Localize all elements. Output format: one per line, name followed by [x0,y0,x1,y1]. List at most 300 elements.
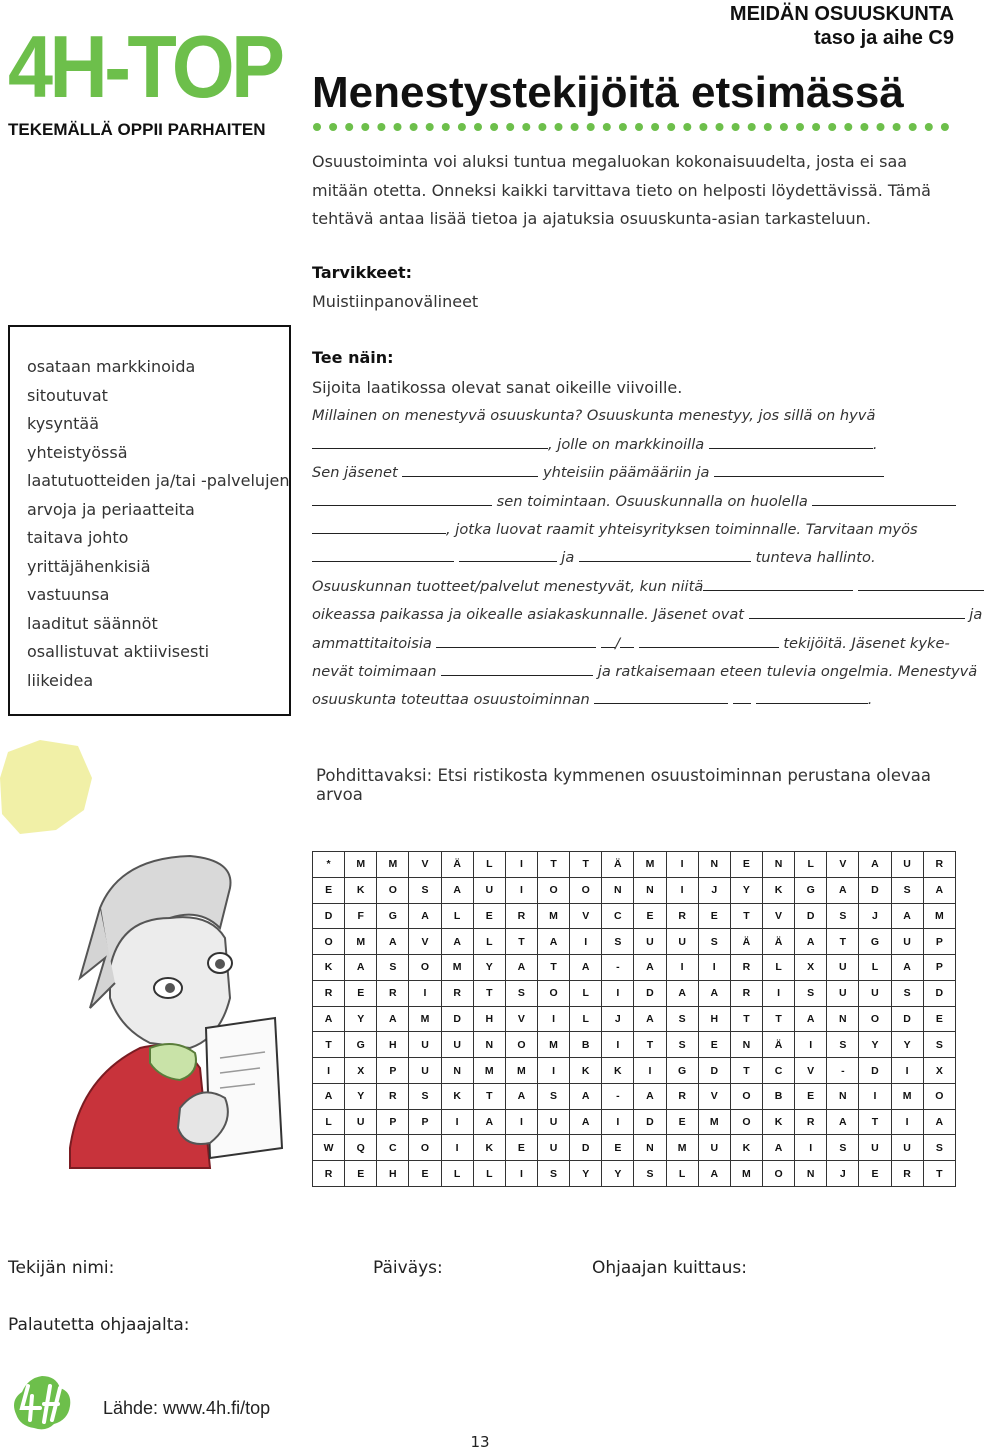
grid-cell[interactable]: M [345,929,377,955]
grid-cell[interactable]: S [891,980,923,1006]
grid-cell[interactable]: Q [345,1135,377,1161]
grid-cell[interactable]: T [473,980,505,1006]
grid-cell[interactable]: V [698,1083,730,1109]
grid-cell[interactable]: I [505,877,537,903]
grid-cell[interactable]: A [923,877,955,903]
grid-cell[interactable]: T [923,1161,955,1187]
grid-cell[interactable]: M [441,955,473,981]
grid-cell[interactable]: A [923,1109,955,1135]
blank-line[interactable] [601,634,615,648]
grid-cell[interactable]: O [537,980,569,1006]
grid-cell[interactable]: Ä [762,929,794,955]
grid-cell[interactable]: T [313,1032,345,1058]
grid-cell[interactable]: R [730,980,762,1006]
grid-cell[interactable]: N [602,877,634,903]
grid-cell[interactable]: M [730,1161,762,1187]
grid-cell[interactable]: L [441,1161,473,1187]
grid-cell[interactable]: I [570,929,602,955]
grid-cell[interactable]: A [313,1083,345,1109]
grid-cell[interactable]: E [345,980,377,1006]
grid-cell[interactable]: J [698,877,730,903]
divider-dot [619,123,627,131]
grid-cell[interactable]: I [666,955,698,981]
blank-line[interactable] [858,577,984,591]
grid-cell[interactable]: U [634,929,666,955]
grid-cell[interactable]: T [570,852,602,878]
grid-cell[interactable]: E [859,1161,891,1187]
grid-cell[interactable]: R [505,903,537,929]
grid-cell[interactable]: T [730,1058,762,1084]
grid-cell[interactable]: A [634,955,666,981]
word-bank-item: kysyntää [27,414,99,433]
grid-cell[interactable]: E [634,903,666,929]
grid-cell[interactable]: M [891,1083,923,1109]
grid-cell[interactable]: N [634,1135,666,1161]
grid-cell[interactable]: T [634,1032,666,1058]
grid-cell[interactable]: I [441,1135,473,1161]
grid-cell[interactable]: R [923,852,955,878]
grid-cell[interactable]: L [473,852,505,878]
word-bank-item: osataan markkinoida [27,357,196,376]
grid-cell[interactable]: D [859,877,891,903]
grid-cell[interactable]: U [891,1135,923,1161]
grid-row [313,955,956,981]
grid-cell[interactable]: X [795,955,827,981]
grid-cell[interactable]: M [634,852,666,878]
grid-cell[interactable]: N [473,1032,505,1058]
grid-cell[interactable]: A [473,1109,505,1135]
grid-cell[interactable]: Y [570,1161,602,1187]
grid-cell[interactable]: Y [891,1032,923,1058]
grid-cell[interactable]: I [602,1109,634,1135]
divider-dot [522,123,530,131]
blank-line[interactable] [441,662,593,676]
grid-cell[interactable]: B [762,1083,794,1109]
grid-cell[interactable]: D [859,1058,891,1084]
grid-cell[interactable]: G [345,1032,377,1058]
grid-cell[interactable]: T [505,929,537,955]
grid-cell[interactable]: Y [730,877,762,903]
grid-cell[interactable]: R [377,980,409,1006]
grid-cell[interactable]: I [698,955,730,981]
grid-cell[interactable]: D [923,980,955,1006]
grid-cell[interactable]: Y [859,1032,891,1058]
blank-line[interactable] [812,492,956,506]
grid-cell[interactable]: I [762,980,794,1006]
grid-cell[interactable]: R [730,955,762,981]
divider-dot [538,123,546,131]
grid-cell[interactable]: * [313,852,345,878]
grid-cell[interactable]: O [409,1135,441,1161]
grid-cell[interactable]: S [409,877,441,903]
grid-cell[interactable]: G [859,929,891,955]
grid-cell[interactable]: E [473,903,505,929]
grid-cell[interactable]: I [602,1032,634,1058]
grid-cell[interactable]: M [473,1058,505,1084]
grid-cell[interactable]: N [441,1058,473,1084]
grid-cell[interactable]: O [730,1109,762,1135]
grid-cell[interactable]: R [313,980,345,1006]
grid-cell[interactable]: H [473,1006,505,1032]
grid-cell[interactable]: O [762,1161,794,1187]
grid-cell[interactable]: U [537,1135,569,1161]
grid-cell[interactable]: O [537,877,569,903]
grid-cell[interactable]: U [441,1032,473,1058]
grid-cell[interactable]: V [795,1058,827,1084]
grid-cell[interactable]: T [730,903,762,929]
grid-row [313,929,956,955]
grid-cell[interactable]: R [666,903,698,929]
grid-cell[interactable]: S [634,1161,666,1187]
grid-cell[interactable]: T [537,955,569,981]
blank-line[interactable] [312,492,492,506]
grid-cell[interactable]: A [827,1109,859,1135]
blank-line[interactable] [749,605,965,619]
grid-cell[interactable]: H [698,1006,730,1032]
grid-cell[interactable]: S [537,1083,569,1109]
grid-row [313,903,956,929]
grid-cell[interactable]: J [602,1006,634,1032]
grid-cell[interactable]: I [891,1058,923,1084]
grid-cell[interactable]: N [698,852,730,878]
grid-cell[interactable]: I [795,1135,827,1161]
grid-cell[interactable]: I [409,980,441,1006]
grid-cell[interactable]: U [859,1135,891,1161]
grid-cell[interactable]: A [666,980,698,1006]
grid-cell[interactable]: L [473,1161,505,1187]
grid-cell[interactable]: D [634,980,666,1006]
grid-cell[interactable]: Ä [730,929,762,955]
grid-cell[interactable]: R [313,1161,345,1187]
blank-line[interactable] [714,463,884,477]
grid-cell[interactable]: U [345,1109,377,1135]
grid-cell[interactable]: L [795,852,827,878]
divider-dot [329,123,337,131]
dotted-divider [312,122,956,132]
grid-cell[interactable]: - [827,1058,859,1084]
grid-cell[interactable]: S [698,929,730,955]
grid-cell[interactable]: V [505,1006,537,1032]
grid-cell[interactable]: T [473,1083,505,1109]
grid-cell[interactable]: U [891,852,923,878]
grid-cell[interactable]: I [891,1109,923,1135]
grid-cell[interactable]: S [923,1135,955,1161]
grid-cell[interactable]: R [441,980,473,1006]
grid-cell[interactable]: L [441,903,473,929]
blank-line[interactable] [620,634,634,648]
grid-cell[interactable]: S [666,1032,698,1058]
grid-cell[interactable]: U [859,980,891,1006]
grid-cell[interactable]: U [473,877,505,903]
grid-cell[interactable]: A [891,955,923,981]
grid-cell[interactable]: M [537,903,569,929]
grid-cell[interactable]: E [730,852,762,878]
grid-cell[interactable]: J [859,903,891,929]
grid-cell[interactable]: Ä [602,852,634,878]
grid-cell[interactable]: G [795,877,827,903]
grid-cell[interactable]: T [762,1006,794,1032]
grid-cell[interactable]: K [762,877,794,903]
grid-cell[interactable]: D [795,903,827,929]
grid-cell[interactable]: O [505,1032,537,1058]
grid-cell[interactable]: I [859,1083,891,1109]
grid-cell[interactable]: I [634,1058,666,1084]
grid-cell[interactable]: R [666,1083,698,1109]
grid-cell[interactable]: A [505,955,537,981]
grid-cell[interactable]: K [345,877,377,903]
blank-line[interactable] [312,435,548,449]
grid-cell[interactable]: O [570,877,602,903]
grid-cell[interactable]: N [827,1006,859,1032]
grid-cell[interactable]: R [795,1109,827,1135]
divider-dot [748,123,756,131]
grid-cell[interactable]: U [891,929,923,955]
grid-cell[interactable]: G [666,1058,698,1084]
grid-cell[interactable]: M [409,1006,441,1032]
grid-cell[interactable]: O [859,1006,891,1032]
grid-cell[interactable]: E [602,1135,634,1161]
grid-cell[interactable]: B [570,1032,602,1058]
grid-cell[interactable]: L [473,929,505,955]
grid-cell[interactable]: U [827,955,859,981]
blank-line[interactable] [436,634,596,648]
grid-cell[interactable]: K [730,1135,762,1161]
grid-cell[interactable]: K [570,1058,602,1084]
grid-cell[interactable]: Ä [762,1032,794,1058]
grid-cell[interactable]: A [409,903,441,929]
grid-cell[interactable]: P [409,1109,441,1135]
grid-cell[interactable]: - [602,955,634,981]
grid-cell[interactable]: T [827,929,859,955]
grid-cell[interactable]: R [377,1083,409,1109]
grid-cell[interactable]: - [602,1083,634,1109]
grid-cell[interactable]: L [570,980,602,1006]
grid-cell[interactable]: V [409,852,441,878]
grid-cell[interactable]: I [666,877,698,903]
grid-cell[interactable]: C [602,903,634,929]
grid-cell[interactable]: D [891,1006,923,1032]
blank-line[interactable] [639,634,779,648]
grid-cell[interactable]: A [377,1006,409,1032]
grid-cell[interactable]: O [313,929,345,955]
grid-cell[interactable]: S [409,1083,441,1109]
page-title: Menestystekijöitä etsimässä [312,68,904,117]
grid-cell[interactable]: Ä [441,852,473,878]
blank-line[interactable] [312,548,454,562]
grid-cell[interactable]: C [762,1058,794,1084]
blank-line[interactable] [709,435,873,449]
grid-cell[interactable]: E [698,1032,730,1058]
grid-cell[interactable]: M [666,1135,698,1161]
grid-cell[interactable]: E [698,903,730,929]
grid-cell[interactable]: A [762,1135,794,1161]
grid-cell[interactable]: H [377,1161,409,1187]
fill-text: tunteva hallinto. [755,549,876,566]
grid-cell[interactable]: V [762,903,794,929]
grid-cell[interactable]: I [795,1032,827,1058]
grid-cell[interactable]: A [505,1083,537,1109]
grid-cell[interactable]: Y [602,1161,634,1187]
grid-cell[interactable]: E [409,1161,441,1187]
grid-cell[interactable]: S [666,1006,698,1032]
grid-cell[interactable]: M [698,1109,730,1135]
source-link[interactable]: Lähde: www.4h.fi/top [103,1398,271,1418]
grid-cell[interactable]: A [891,903,923,929]
grid-cell[interactable]: K [441,1083,473,1109]
grid-cell[interactable]: V [570,903,602,929]
grid-cell[interactable]: A [570,1083,602,1109]
grid-cell[interactable]: O [923,1083,955,1109]
blank-line[interactable] [594,690,728,704]
grid-cell[interactable]: A [441,877,473,903]
grid-cell[interactable]: K [762,1109,794,1135]
fill-text: ammattitaitoisia [312,635,432,652]
grid-cell[interactable]: D [441,1006,473,1032]
grid-cell[interactable]: I [505,852,537,878]
grid-cell[interactable]: E [666,1109,698,1135]
grid-cell[interactable]: N [634,877,666,903]
grid-cell[interactable]: F [345,903,377,929]
grid-cell[interactable]: S [827,1032,859,1058]
grid-cell[interactable]: U [537,1109,569,1135]
fill-line-11 [312,690,872,710]
grid-cell[interactable]: I [313,1058,345,1084]
blank-line[interactable] [703,577,853,591]
grid-cell[interactable]: T [859,1109,891,1135]
grid-cell[interactable]: Y [345,1006,377,1032]
grid-cell[interactable]: V [409,929,441,955]
grid-cell[interactable]: D [698,1058,730,1084]
grid-cell[interactable]: S [505,980,537,1006]
grid-cell[interactable]: N [795,1161,827,1187]
grid-cell[interactable]: H [377,1032,409,1058]
grid-cell[interactable]: E [345,1161,377,1187]
grid-cell[interactable]: R [891,1161,923,1187]
grid-cell[interactable]: S [795,980,827,1006]
grid-cell[interactable]: S [891,877,923,903]
grid-cell[interactable]: E [505,1135,537,1161]
divider-dot [506,123,514,131]
grid-cell[interactable]: I [537,1006,569,1032]
grid-cell[interactable]: L [762,955,794,981]
grid-cell[interactable]: W [313,1135,345,1161]
grid-cell[interactable]: M [537,1032,569,1058]
grid-cell[interactable]: A [313,1006,345,1032]
blank-line[interactable] [459,548,557,562]
grid-cell[interactable]: T [730,1006,762,1032]
fill-text: sen toimintaan. Osuuskunnalla on huolella [496,493,808,510]
grid-cell[interactable]: V [827,852,859,878]
grid-cell[interactable]: I [505,1161,537,1187]
grid-cell[interactable]: A [537,929,569,955]
blank-line[interactable] [312,520,446,534]
grid-cell[interactable]: A [795,929,827,955]
grid-cell[interactable]: D [634,1109,666,1135]
grid-cell[interactable]: A [570,1109,602,1135]
grid-cell[interactable]: I [602,980,634,1006]
grid-cell[interactable]: A [377,929,409,955]
grid-cell[interactable]: S [537,1161,569,1187]
blank-line[interactable] [579,548,751,562]
grid-cell[interactable]: I [537,1058,569,1084]
grid-cell[interactable]: Y [345,1083,377,1109]
grid-cell[interactable]: A [698,1161,730,1187]
grid-cell[interactable]: U [666,929,698,955]
grid-cell[interactable]: J [827,1161,859,1187]
grid-cell[interactable]: N [730,1032,762,1058]
grid-cell[interactable]: M [377,852,409,878]
grid-cell[interactable]: L [313,1109,345,1135]
grid-cell[interactable]: X [923,1058,955,1084]
grid-cell[interactable]: M [345,852,377,878]
grid-cell[interactable]: U [409,1032,441,1058]
grid-cell[interactable]: I [441,1109,473,1135]
grid-cell[interactable]: A [345,955,377,981]
grid-cell[interactable]: X [345,1058,377,1084]
grid-cell[interactable]: K [473,1135,505,1161]
grid-cell[interactable]: D [570,1135,602,1161]
blank-line[interactable] [402,463,538,477]
grid-cell[interactable]: A [827,877,859,903]
grid-cell[interactable]: A [795,1006,827,1032]
grid-cell[interactable]: S [377,955,409,981]
grid-cell[interactable]: K [313,955,345,981]
grid-cell[interactable]: D [313,903,345,929]
grid-cell[interactable]: L [859,955,891,981]
grid-cell[interactable]: M [923,903,955,929]
grid-cell[interactable]: P [923,929,955,955]
grid-cell[interactable]: L [570,1006,602,1032]
grid-cell[interactable]: L [666,1161,698,1187]
blank-line[interactable] [733,690,751,704]
grid-cell[interactable]: U [409,1058,441,1084]
grid-cell[interactable]: Y [473,955,505,981]
grid-cell[interactable]: P [923,955,955,981]
grid-cell[interactable]: E [313,877,345,903]
grid-cell[interactable]: N [762,852,794,878]
grid-cell[interactable]: S [923,1032,955,1058]
grid-cell[interactable]: A [698,980,730,1006]
grid-cell[interactable]: O [377,877,409,903]
grid-cell[interactable]: S [827,903,859,929]
grid-cell[interactable]: E [795,1083,827,1109]
grid-cell[interactable]: A [634,1006,666,1032]
grid-cell[interactable]: I [505,1109,537,1135]
grid-cell[interactable]: N [827,1083,859,1109]
grid-cell[interactable]: M [505,1058,537,1084]
grid-cell[interactable]: A [570,955,602,981]
grid-cell[interactable]: U [698,1135,730,1161]
grid-cell[interactable]: S [827,1135,859,1161]
grid-cell[interactable]: P [377,1109,409,1135]
grid-cell[interactable]: P [377,1058,409,1084]
grid-cell[interactable]: E [923,1006,955,1032]
grid-cell[interactable]: T [537,852,569,878]
grid-cell[interactable]: S [602,929,634,955]
grid-cell[interactable]: K [602,1058,634,1084]
grid-cell[interactable]: A [441,929,473,955]
grid-cell[interactable]: C [377,1135,409,1161]
blank-line[interactable] [756,690,868,704]
grid-cell[interactable]: A [634,1083,666,1109]
grid-cell[interactable]: O [730,1083,762,1109]
decorative-blob [0,738,92,834]
grid-cell[interactable]: U [827,980,859,1006]
grid-cell[interactable]: G [377,903,409,929]
grid-cell[interactable]: I [666,852,698,878]
grid-cell[interactable]: A [859,852,891,878]
grid-cell[interactable]: O [409,955,441,981]
